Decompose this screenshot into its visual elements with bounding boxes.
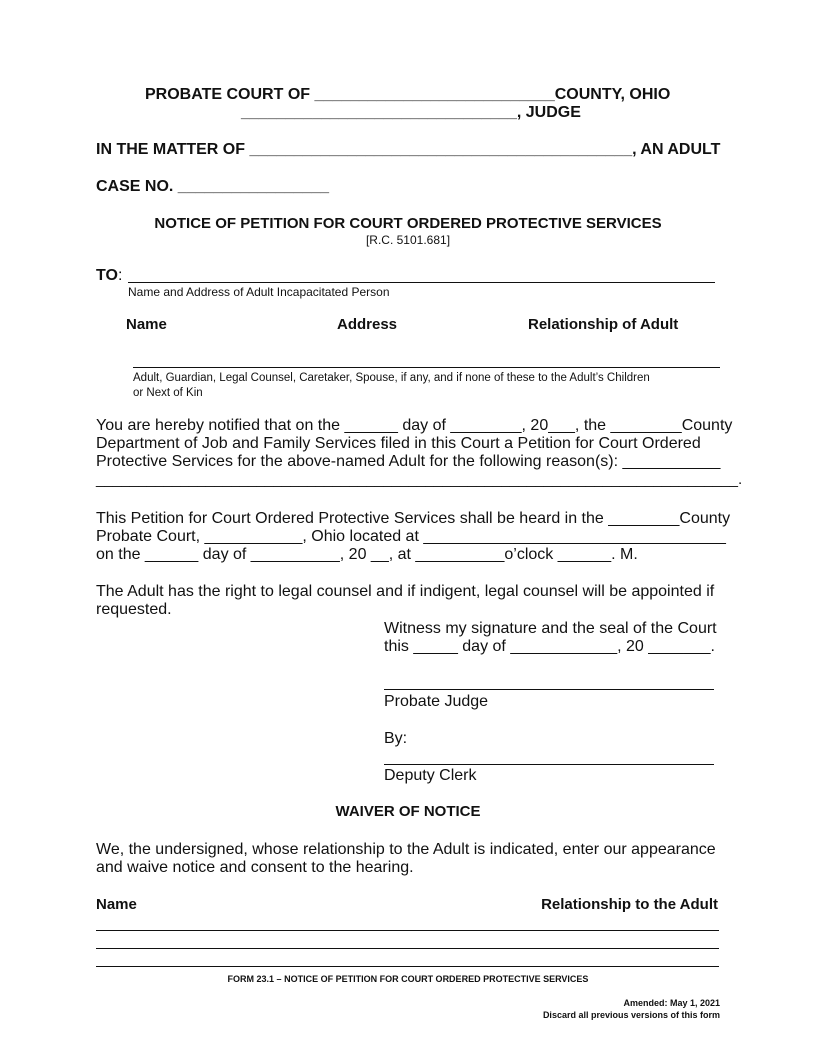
waiver-col-relationship: Relationship to the Adult bbox=[541, 896, 718, 913]
hearing-line-1: This Petition for Court Ordered Protective Services shall be heard in the ________County bbox=[96, 510, 731, 527]
hearing-line-3: on the ______ day of __________, 20 __, at __________o’clock ______. M. bbox=[96, 546, 638, 563]
to-label bbox=[96, 267, 122, 285]
to-caption: Name and Address of Adult Incapacitated Person bbox=[128, 285, 390, 299]
judge-line: _______________________________, JUDGE bbox=[241, 104, 581, 121]
to-address-line bbox=[128, 282, 715, 283]
form-title-footer: FORM 23.1 – NOTICE OF PETITION FOR COURT ORDERED PROTECTIVE SERVICES bbox=[227, 974, 589, 984]
page-title: NOTICE OF PETITION FOR COURT ORDERED PROTECTIVE SERVICES bbox=[154, 215, 662, 232]
waiver-paragraph bbox=[96, 841, 716, 877]
parties-entry-line bbox=[133, 367, 720, 368]
waiver-col-name: Name bbox=[96, 896, 137, 913]
to-label-text: TO bbox=[96, 267, 118, 284]
witness-block bbox=[384, 620, 717, 656]
clerk-signature-line bbox=[384, 764, 714, 765]
amended-date: Amended: May 1, 2021 bbox=[623, 998, 720, 1008]
parties-caption-line-1: Adult, Guardian, Legal Counsel, Caretaker, Spouse, if any, and if none of these to the Adult’s Children bbox=[133, 372, 650, 384]
parties-caption-line-2: or Next of Kin bbox=[133, 387, 203, 399]
deputy-clerk-label: Deputy Clerk bbox=[384, 767, 477, 784]
waiver-signature-line bbox=[96, 930, 719, 931]
parties-caption bbox=[133, 371, 650, 401]
waiver-line-2: and waive notice and consent to the hearing. bbox=[96, 859, 414, 876]
matter-line: IN THE MATTER OF ___________________________________________, AN ADULT bbox=[96, 141, 721, 158]
parties-col-address: Address bbox=[337, 316, 398, 333]
hearing-line-2: Probate Court, ___________, Ohio located at __________________________________ bbox=[96, 528, 726, 545]
notice-paragraph bbox=[96, 417, 742, 489]
counsel-line-1: The Adult has the right to legal counsel and if indigent, legal counsel will be appointed if bbox=[96, 583, 715, 600]
waiver-signature-line bbox=[96, 966, 719, 967]
notice-line-4: ____________________________________________________________________________. bbox=[96, 471, 743, 488]
hearing-paragraph bbox=[96, 510, 730, 564]
witness-line-2: this _____ day of ____________, 20 _______. bbox=[384, 638, 715, 655]
counsel-paragraph bbox=[96, 583, 714, 619]
notice-line-3: Protective Services for the above-named Adult for the following reason(s): ___________ bbox=[96, 453, 721, 470]
waiver-line-1: We, the undersigned, whose relationship to the Adult is indicated, enter our appearance bbox=[96, 841, 716, 858]
notice-line-2: Department of Job and Family Services filed in this Court a Petition for Court Ordered bbox=[96, 435, 701, 452]
court-line: PROBATE COURT OF ___________________________COUNTY, OHIO bbox=[145, 86, 671, 103]
witness-line-1: Witness my signature and the seal of the Court bbox=[384, 620, 717, 637]
counsel-line-2: requested. bbox=[96, 601, 172, 618]
to-colon: : bbox=[117, 267, 123, 284]
judge-signature-line bbox=[384, 689, 714, 690]
waiver-signature-line bbox=[96, 948, 719, 949]
parties-col-relationship: Relationship of Adult bbox=[528, 316, 679, 333]
case-number-line: CASE NO. _________________ bbox=[96, 178, 330, 195]
by-label: By: bbox=[384, 730, 408, 747]
statute-reference: [R.C. 5101.681] bbox=[365, 233, 451, 247]
parties-col-name: Name bbox=[126, 316, 167, 333]
notice-line-1: You are hereby notified that on the ______ day of ________, 20___, the ________County bbox=[96, 417, 733, 434]
discard-notice: Discard all previous versions of this form bbox=[542, 1010, 720, 1020]
waiver-heading: WAIVER OF NOTICE bbox=[335, 803, 481, 820]
probate-judge-label: Probate Judge bbox=[384, 693, 489, 710]
